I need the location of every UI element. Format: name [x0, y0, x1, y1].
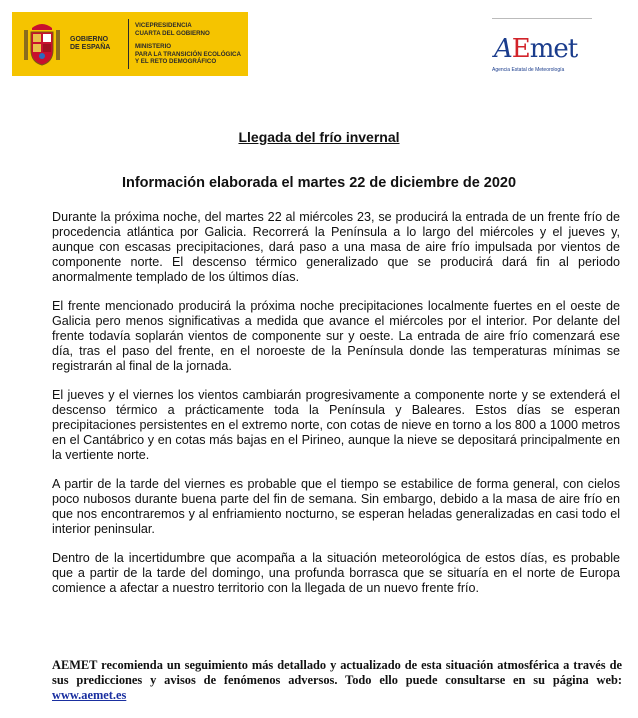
document-header	[0, 0, 638, 90]
coat-of-arms-icon	[18, 18, 66, 70]
paragraph-3: El jueves y el viernes los vientos cambiarán progresivamente a componente norte y se extenderá el descenso térmico a prácticamente toda la Península y Baleares. Estos días se esperan precipitaciones persistentes en el extremo norte, con cotas de nieve en torno a los 800 a 1000 metros en el Cantábrico y en cotas más bajas en el Pirineo, aunque la nieve se depositará principalmente en la vertiente norte.	[52, 388, 620, 462]
document-body	[52, 210, 620, 610]
aemet-wordmark: AEmet	[494, 34, 578, 64]
logo-divider	[128, 19, 129, 69]
aemet-website-link[interactable]: www.aemet.es	[52, 688, 127, 702]
paragraph-2: El frente mencionado producirá la próxima noche precipitaciones localmente fuertes en el oeste de Galicia pero menos significativas a medida que avance el miércoles por el interior. Por delante del frente todavía soplarán vientos de componente sur y oeste. La entrada de aire frío comenzará ese día, tras el paso del frente, en el noroeste de la Península donde las temperaturas mínimas se registrarán al final de la jornada.	[52, 299, 620, 373]
logo-rule	[492, 18, 592, 19]
paragraph-1: Durante la próxima noche, del martes 22 al miércoles 23, se producirá la entrada de un frente frío de procedencia atlántica por Galicia. Recorrerá la Península a lo largo del miércoles y el jueves y, aunque con escasas precipitaciones, dará paso a una masa de aire frío impulsada por vientos de componente norte. El descenso térmico generalizado que se producirá dará fin al periodo anormalmente templado de los últimos días.	[52, 210, 620, 284]
aemet-logo	[488, 12, 596, 76]
document-subtitle: Información elaborada el martes 22 de diciembre de 2020	[121, 175, 517, 191]
footer-text: AEMET recomienda un seguimiento más detallado y actualizado de esta situación atmosférica a través de sus predicciones y avisos de fenómenos adversos. Todo ello puede consultarse en su página web:	[52, 658, 622, 687]
aemet-subtitle: Agencia Estatal de Meteorología	[492, 67, 565, 73]
gobierno-de-espana-logo	[12, 12, 248, 76]
ministry-label: VICEPRESIDENCIA CUARTA DEL GOBIERNO MINISTERIO PARA LA TRANSICIÓN ECOLÓGICA Y EL RETO DEMOGRÁFICO	[135, 22, 241, 66]
footer-note	[52, 658, 622, 703]
document-title: Llegada del frío invernal	[238, 129, 400, 145]
gobierno-label: GOBIERNO DE ESPAÑA	[70, 35, 111, 51]
paragraph-4: A partir de la tarde del viernes es probable que el tiempo se estabilice de forma general, con cielos poco nubosos durante buena parte del fin de semana. Sin embargo, debido a la masa de aire frío en que nos encontraremos y al enfriamiento nocturno, se esperan heladas generalizadas en casi todo el interior peninsular.	[52, 477, 620, 536]
paragraph-5: Dentro de la incertidumbre que acompaña a la situación meteorológica de estos días, es probable que a partir de la tarde del domingo, una profunda borrasca que se situaría en el norte de Europa comience a afectar a nuestro territorio con la llegada de un nuevo frente frío.	[52, 551, 620, 595]
